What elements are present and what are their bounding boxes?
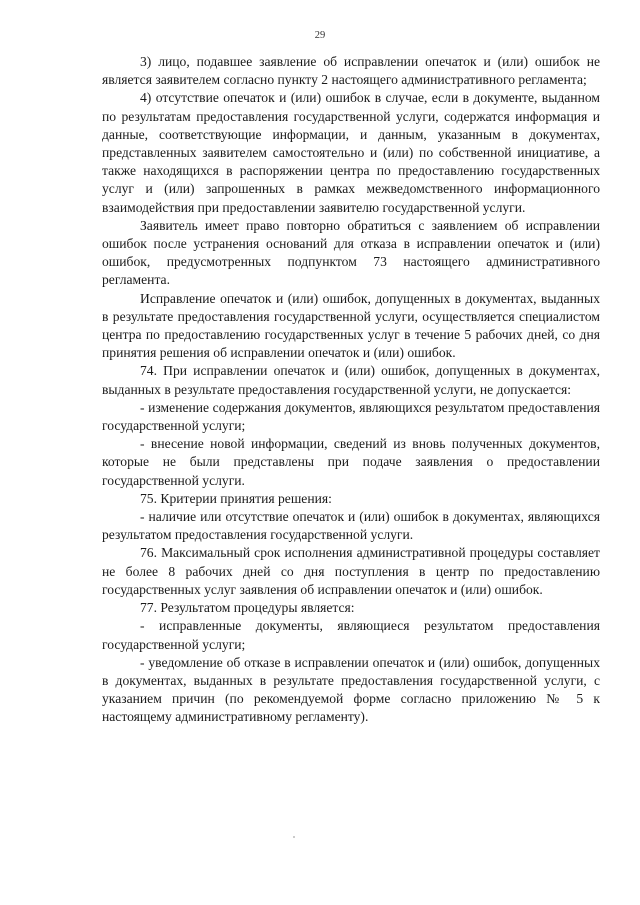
page-number: 29 [314,30,326,41]
paragraph-reapply-right: Заявитель имеет право повторно обратиться с заявлением об исправлении ошибок после устранения оснований для отказа в исправлении опечаток и (или) ошибок, предусмотренных подпунктом 73 настоящего административного регламента. [102,217,600,288]
paragraph-refusal-item-4: 4) отсутствие опечаток и (или) ошибок в случае, если в документе, выданном по результатам предоставления государственной услуги, содержатся информация и данные, соответствующие информации, и данным, указанным в документах, представленных заявителем самостоятельно и (или) по собственной инициативе, а также находящихся в распоряжении центра по предоставлению государственных услуг и (или) запрошенных в рамках межведомственного информационного взаимодействия при предоставлении заявителю государственной услуги. [102,90,600,215]
paragraph-clause-74: 74. При исправлении опечаток и (или) ошибок, допущенных в документах, выданных в результате предоставления государственной услуги, не допускается: [102,363,600,397]
paragraph-correction-term: Исправление опечаток и (или) ошибок, допущенных в документах, выданных в результате предоставления государственной услуги, осуществляется специалистом центра по предоставлению государственных услуг в течение 5 рабочих дней, со дня принятия решения об исправлении опечаток и (или) ошибок. [102,290,600,361]
document-body [102,53,600,727]
list-item-refusal-notice: - уведомление об отказе в исправлении опечаток и (или) ошибок, допущенных в документах, выданных в результате предоставления государственной услуги, с указанием причин (по рекомендуемой форме согласно приложению № 5 к настоящему административному регламенту). [102,654,600,725]
paragraph-clause-75: 75. Критерии принятия решения: [140,490,332,506]
list-item-corrected-documents: - исправленные документы, являющиеся результатом предоставления государственной услуги; [102,618,600,652]
paragraph-clause-76: 76. Максимальный срок исполнения административной процедуры составляет не более 8 рабочих дней со дня поступления в центр по предоставлению государственных услуг заявления об исправлении опечаток и (или) ошибок. [102,545,600,597]
list-item-decision-criteria: - наличие или отсутствие опечаток и (или) ошибок в документах, являющихся результатом предоставления государственной услуги. [102,509,600,543]
scan-speck [293,836,295,838]
paragraph-refusal-item-3: 3) лицо, подавшее заявление об исправлении опечаток и (или) ошибок не является заявителем согласно пункту 2 настоящего административного регламента; [102,54,600,88]
paragraph-clause-77: 77. Результатом процедуры является: [140,600,355,616]
list-item-new-information: - внесение новой информации, сведений из вновь полученных документов, которые не были представлены при подаче заявления о предоставлении государственной услуги. [102,436,600,488]
list-item-content-change: - изменение содержания документов, являющихся результатом предоставления государственной услуги; [102,399,600,434]
